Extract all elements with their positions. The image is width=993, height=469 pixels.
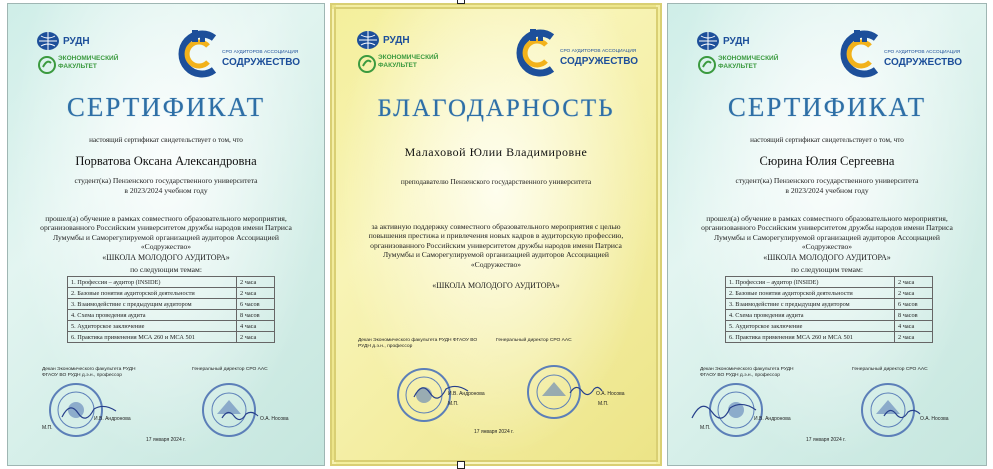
topics-table: [725, 276, 933, 343]
topic-hours: 4 часа: [895, 321, 933, 332]
recipient-status: преподавателю Пензенского государственного университета: [400, 177, 592, 186]
status-line-2: в 2023/2024 учебном году: [124, 186, 208, 195]
resize-handle-bottom[interactable]: [457, 461, 465, 469]
dean-role: Декан Экономического факультета РУДН ФГАОУ ВО РУДН д.э.н., профессор: [42, 367, 136, 378]
topic-title: 3. Взаимодействие с предыдущим аудитором: [68, 299, 237, 310]
table-row: [726, 321, 933, 332]
faculty-wordmark: ЭКОНОМИЧЕСКИЙ ФАКУЛЬТЕТ: [718, 55, 779, 70]
sro-wordmark: СОДРУЖЕСТВО: [560, 56, 639, 67]
sro-wordmark: СОДРУЖЕСТВО: [222, 57, 301, 68]
table-row: [68, 332, 275, 343]
gratitude-title: БЛАГОДАРНОСТЬ: [377, 95, 615, 122]
director-name: О.А. Носова: [260, 416, 289, 422]
program-name: «ШКОЛА МОЛОДОГО АУДИТОРА»: [102, 253, 230, 262]
certificate-title: СЕРТИФИКАТ: [66, 92, 266, 122]
rudn-wordmark: РУДН: [723, 36, 750, 47]
topic-hours: 4 часа: [237, 321, 275, 332]
status-line-1: студент(ка) Пензенского государственного университета: [74, 176, 258, 185]
director-signature-icon: [882, 404, 922, 420]
certificate-left: [7, 3, 325, 466]
table-row: [726, 299, 933, 310]
sro-logo: [512, 25, 639, 83]
faculty-wordmark: ЭКОНОМИЧЕСКИЙ ФАКУЛЬТЕТ: [378, 54, 439, 69]
topic-title: 2. Базовые понятия аудиторской деятельности: [68, 288, 237, 299]
certificate-intro: настоящий сертификат свидетельствует о том, что: [750, 136, 904, 144]
recipient-name: Малаховой Юлии Владимировне: [404, 145, 588, 159]
dean-name: И.В. Андронова: [754, 416, 791, 422]
topic-title: 1. Профессия – аудитор (INSIDE): [68, 277, 237, 288]
topic-title: 6. Практика применения МСА 260 и МСА 501: [726, 332, 895, 343]
director-role: Генеральный директор СРО ААС: [192, 367, 268, 372]
sro-logo: [836, 26, 963, 84]
table-row: [68, 321, 275, 332]
topic-hours: 2 часа: [237, 332, 275, 343]
sro-arc-icon: [512, 25, 560, 81]
issue-date: 17 января 2024 г.: [146, 437, 186, 443]
sro-logo: [174, 26, 301, 84]
sro-wordmark: СОДРУЖЕСТВО: [884, 57, 963, 68]
dean-signature-icon: [412, 379, 472, 401]
topic-hours: 2 часа: [237, 288, 275, 299]
rudn-logo: [36, 28, 146, 80]
topic-title: 5. Аудиторское заключение: [726, 321, 895, 332]
issue-date: 17 января 2024 г.: [474, 429, 514, 435]
topic-title: 4. Схема проведения аудита: [68, 310, 237, 321]
certificate-right: [667, 3, 987, 466]
table-row: [68, 288, 275, 299]
rudn-wordmark: РУДН: [63, 36, 90, 47]
training-description: прошел(а) обучение в рамках совместного образовательного мероприятия, организованного Российским университетом дружбы народов имени Патриса Лумумбы и Саморегулируемой организацией аудиторов Ассоциацией «Содружество»: [701, 214, 953, 252]
topic-title: 4. Схема проведения аудита: [726, 310, 895, 321]
certificate-intro: настоящий сертификат свидетельствует о том, что: [89, 136, 243, 144]
director-name: О.А. Носова: [920, 416, 949, 422]
training-description: прошел(а) обучение в рамках совместного образовательного мероприятия, организованного Российским университетом дружбы народов имени Патриса Лумумбы и Саморегулируемой организацией аудиторов Ассоциацией «Содружество»: [40, 214, 292, 252]
topic-hours: 8 часов: [237, 310, 275, 321]
sro-arc-icon: [174, 26, 222, 82]
topic-title: 3. Взаимодействие с предыдущим аудитором: [726, 299, 895, 310]
director-role: Генеральный директор СРО ААС: [496, 338, 572, 343]
dean-signature-icon: [690, 396, 760, 422]
table-row: [726, 310, 933, 321]
rudn-globe-icon: [356, 30, 380, 50]
topic-title: 6. Практика применения МСА 260 и МСА 501: [68, 332, 237, 343]
table-row: [726, 288, 933, 299]
topic-hours: 2 часа: [237, 277, 275, 288]
rudn-globe-icon: [36, 31, 60, 51]
certificate-title: СЕРТИФИКАТ: [727, 92, 927, 122]
gratitude-letter: [330, 3, 662, 466]
topics-label: по следующим темам:: [130, 265, 202, 274]
faculty-leaf-icon: [358, 55, 376, 73]
topic-hours: 6 часов: [895, 299, 933, 310]
topic-title: 1. Профессия – аудитор (INSIDE): [726, 277, 895, 288]
director-role: Генеральный директор СРО ААС: [852, 367, 928, 372]
rudn-logo: [696, 28, 806, 80]
dean-name: И.В. Андронова: [448, 391, 485, 397]
stamp-place-label: М.П.: [700, 425, 711, 431]
issue-date: 17 января 2024 г.: [806, 437, 846, 443]
stamp-place-label: М.П.: [42, 425, 53, 431]
sro-arc-icon: [836, 26, 884, 82]
topic-hours: 8 часов: [895, 310, 933, 321]
program-name: «ШКОЛА МОЛОДОГО АУДИТОРА»: [763, 253, 891, 262]
sro-caption: СРО АУДИТОРОВ АССОЦИАЦИЯ: [560, 49, 637, 54]
topic-title: 2. Базовые понятия аудиторской деятельности: [726, 288, 895, 299]
table-row: [68, 277, 275, 288]
program-name: «ШКОЛА МОЛОДОГО АУДИТОРА»: [432, 281, 560, 290]
table-row: [68, 310, 275, 321]
topics-label: по следующим темам:: [791, 265, 863, 274]
sro-caption: СРО АУДИТОРОВ АССОЦИАЦИЯ: [884, 50, 961, 55]
topic-hours: 2 часа: [895, 277, 933, 288]
faculty-leaf-icon: [698, 56, 716, 74]
dean-name: И.В. Андронова: [94, 416, 131, 422]
director-name: О.А. Носова: [596, 391, 625, 397]
faculty-leaf-icon: [38, 56, 56, 74]
table-row: [68, 299, 275, 310]
topic-hours: 2 часа: [895, 288, 933, 299]
dean-role: Декан Экономического факультета РУДН ФГАОУ ВО РУДН д.э.н., профессор: [358, 338, 478, 349]
faculty-wordmark: ЭКОНОМИЧЕСКИЙ ФАКУЛЬТЕТ: [58, 55, 119, 70]
stamp-place-label: М.П.: [448, 401, 459, 407]
status-line-1: студент(ка) Пензенского государственного университета: [735, 176, 919, 185]
topic-hours: 6 часов: [237, 299, 275, 310]
director-signature-icon: [220, 406, 260, 422]
table-row: [726, 277, 933, 288]
rudn-logo: [356, 27, 466, 79]
dean-role: Декан Экономического факультета РУДН ФГАОУ ВО РУДН д.э.н., профессор: [700, 367, 794, 378]
topic-hours: 2 часа: [895, 332, 933, 343]
sro-caption: СРО АУДИТОРОВ АССОЦИАЦИЯ: [222, 50, 299, 55]
gratitude-text: за активную поддержку совместного образовательного мероприятия с целью повышения престижа и привлечения новых кадров в аудиторскую профессию, организованного Российским университетом дружбы народов имени Патриса Лумумбы и Саморегулируемой организацией аудиторов Ассоциацией «Содружество»: [368, 222, 624, 269]
stamp-place-label-2: М.П.: [598, 401, 609, 407]
rudn-wordmark: РУДН: [383, 35, 410, 46]
recipient-name: Сюрина Юлия Сергеевна: [759, 154, 895, 168]
recipient-name: Порватова Оксана Александровна: [75, 154, 257, 168]
topics-table: [67, 276, 275, 343]
topic-title: 5. Аудиторское заключение: [68, 321, 237, 332]
resize-handle-top[interactable]: [457, 0, 465, 4]
status-line-2: в 2023/2024 учебном году: [785, 186, 869, 195]
rudn-globe-icon: [696, 31, 720, 51]
table-row: [726, 332, 933, 343]
